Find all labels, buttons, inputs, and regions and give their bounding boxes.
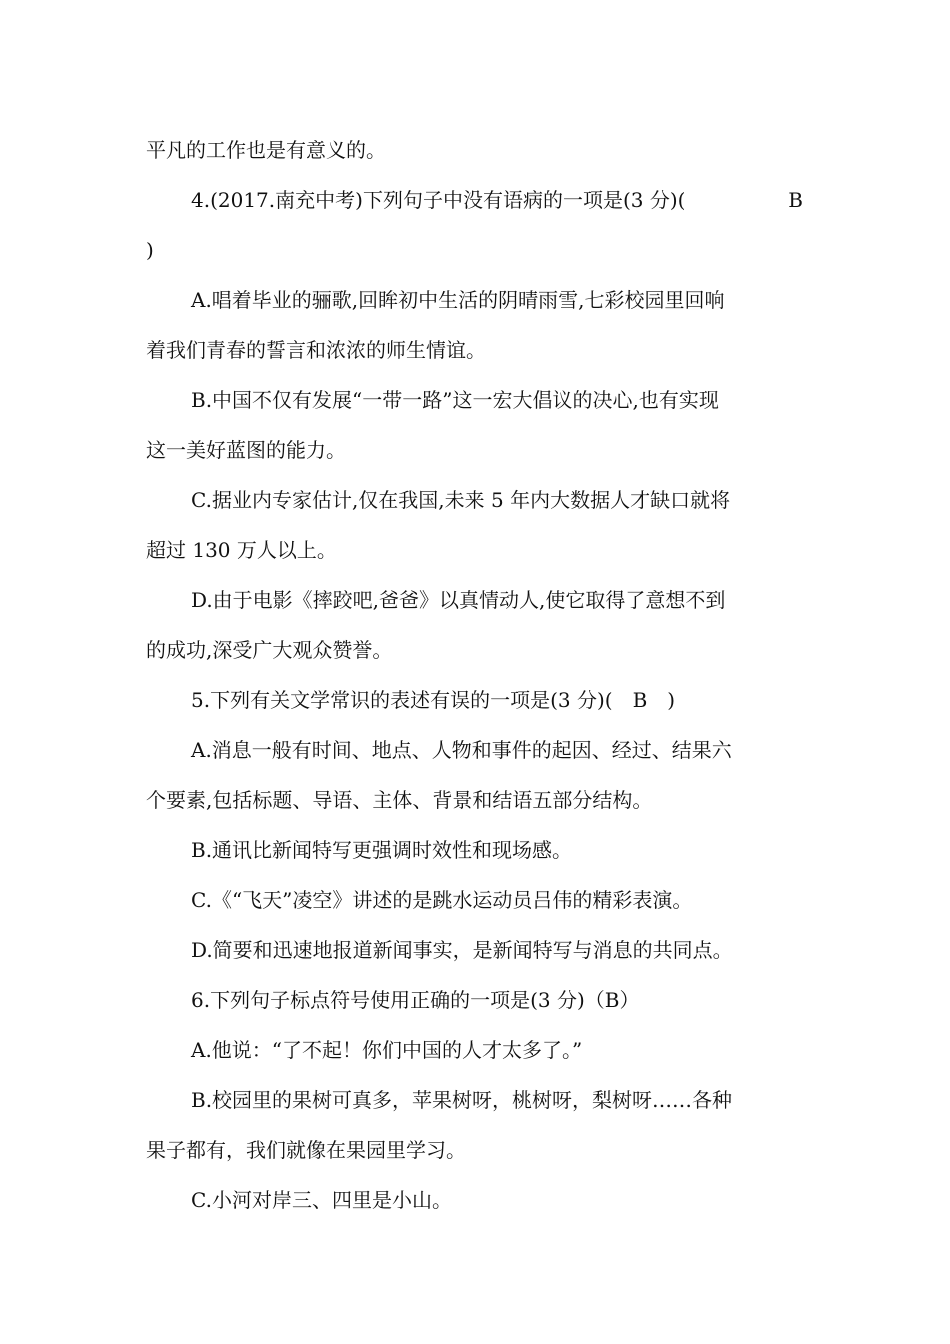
- option-text: A.唱着毕业的骊歌,回眸初中生活的阴晴雨雪,七彩校园里回响: [191, 288, 725, 312]
- question-5-option-a-line2: 个要素,包括标题、导语、主体、背景和结语五部分结构。: [146, 788, 653, 812]
- question-4-line: [191, 187, 805, 213]
- question-5-option-a-line1: [191, 737, 805, 763]
- text-line: 平凡的工作也是有意义的。: [146, 138, 386, 162]
- option-text: C.据业内专家估计,仅在我国,未来 5 年内大数据人才缺口就将: [191, 488, 731, 512]
- option-text: A.消息一般有时间、地点、人物和事件的起因、经过、结果六: [191, 738, 732, 762]
- option-text: D.由于电影《摔跤吧,爸爸》以真情动人,使它取得了意想不到: [191, 588, 726, 612]
- question-4-option-b-line2: 这一美好蓝图的能力。: [146, 438, 346, 462]
- option-text: B.校园里的果树可真多，苹果树呀，桃树呀，梨树呀……各种: [191, 1088, 733, 1112]
- question-5-option-d: D.简要和迅速地报道新闻事实，是新闻特写与消息的共同点。: [191, 938, 733, 962]
- question-5-option-c: C.《“飞天”凌空》讲述的是跳水运动员吕伟的精彩表演。: [191, 888, 693, 912]
- question-4-option-d-line1: [191, 587, 805, 613]
- question-4-option-c-line2: 超过 130 万人以上。: [146, 538, 337, 562]
- question-4-option-a-line1: [191, 287, 805, 313]
- question-4-option-a-line2: 着我们青春的誓言和浓浓的师生情谊。: [146, 338, 486, 362]
- question-6-option-a: A.他说：“了不起！你们中国的人才太多了。”: [191, 1038, 583, 1062]
- question-4-option-b-line1: [191, 387, 805, 413]
- option-text: B.中国不仅有发展“一带一路”这一宏大倡议的决心,也有实现: [191, 388, 719, 412]
- question-4-option-d-line2: 的成功,深受广大观众赞誉。: [146, 638, 393, 662]
- question-4-text: 4.(2017.南充中考)下列句子中没有语病的一项是(3 分)(: [191, 188, 686, 212]
- question-6-option-b-line2: 果子都有，我们就像在果园里学习。: [146, 1138, 466, 1162]
- question-5-text: 5.下列有关文学常识的表述有误的一项是(3 分)( B ): [191, 688, 676, 712]
- question-4-option-c-line1: [191, 487, 805, 513]
- question-4-answer: B: [788, 188, 803, 212]
- question-6-option-b-line1: [191, 1087, 805, 1113]
- question-6-option-c: C.小河对岸三、四里是小山。: [191, 1188, 452, 1212]
- text-line: ): [146, 238, 154, 262]
- question-5-option-b: B.通讯比新闻特写更强调时效性和现场感。: [191, 838, 573, 862]
- question-6-text: 6.下列句子标点符号使用正确的一项是(3 分)（B）: [191, 988, 640, 1012]
